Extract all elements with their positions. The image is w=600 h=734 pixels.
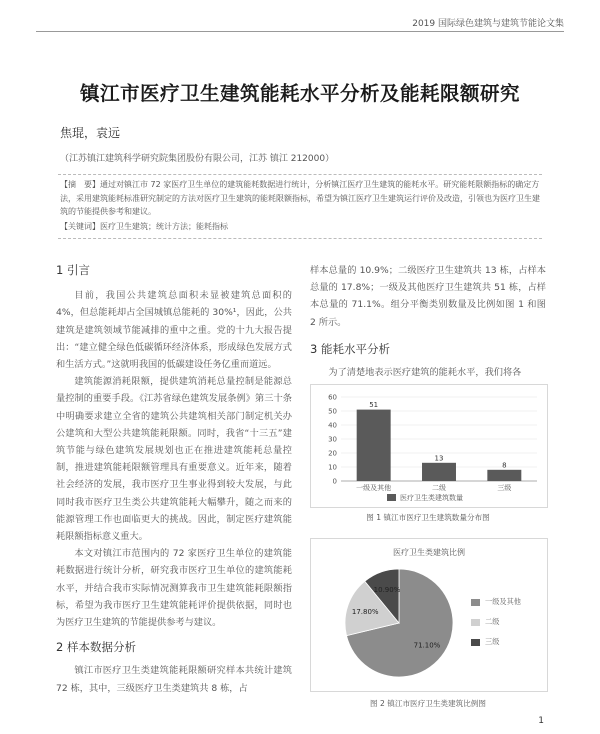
pie-legend-label: 三级 [485, 637, 500, 646]
x-tick-label: 二级 [432, 484, 446, 492]
right-column [310, 262, 546, 381]
section-3-paragraph-1: 为了清楚地表示医疗建筑的能耗水平，我们将各 [328, 367, 522, 379]
pie-legend [471, 597, 545, 657]
section-1-paragraph-3: 本文对镇江市范围内的 72 家医疗卫生单位的建筑能耗数据进行统计分析，研究我市医疗卫生单位的建筑能耗水平，并结合我市实际情况测算我市卫生建筑能耗限额指标，希望为我市医疗卫生建筑能耗评价提供依据，同时也为医疗卫生建筑的节能提供参考与建议。 [56, 548, 292, 629]
pie-legend-label: 二级 [485, 617, 500, 626]
section-3-heading: 3 能耗水平分析 [310, 341, 390, 356]
abstract-label: 【摘 要】 [60, 180, 100, 189]
page-number: 1 [538, 716, 544, 726]
keywords-text: 医疗卫生建筑；统计方法；能耗指标 [100, 222, 228, 231]
x-tick-label: 一级及其他 [356, 484, 392, 492]
figure-2-caption: 图 2 镇江市医疗卫生类建筑比例图 [370, 699, 486, 708]
pie-legend-item [471, 597, 545, 607]
pie-value-label: 71.10% [413, 641, 441, 650]
abstract-text: 通过对镇江市 72 家医疗卫生单位的建筑能耗数据进行统计，分析镇江医疗卫生建筑的能耗水平。研究能耗限额指标的确定方法，采用建筑能耗标准研究制定的方法对医疗卫生建筑的能耗限额指标，希望为镇江医疗卫生建筑运行评价及改造，引领也为医疗卫生建筑的节能提供参考和建议。 [60, 180, 540, 216]
bar [422, 463, 456, 481]
keywords [60, 221, 540, 232]
paper-title: 镇江市医疗卫生建筑能耗水平分析及能耗限额研究 [79, 82, 520, 105]
y-tick-label: 60 [328, 393, 337, 402]
y-tick-label: 20 [328, 449, 337, 458]
pie-legend-swatch [471, 599, 480, 606]
y-tick-label: 10 [328, 463, 337, 472]
bar-value-label: 8 [502, 461, 507, 470]
pie-legend-label: 一级及其他 [485, 597, 521, 606]
y-tick-label: 30 [328, 435, 337, 444]
figure-1-bar-chart [310, 384, 548, 508]
section-1-paragraph-1: 目前，我国公共建筑总面积未显被建筑总面积的 4%，但总能耗却占全国城镇总能耗的 30%¹，因此，公共建筑是建筑领域节能减排的重中之重。党的十九大报告提出：“建立健全绿色低碳循环经济体系，形成绿色发展方式和生活方式。”这就明我国的低碳建设任务亿重而道远。 [56, 290, 292, 371]
bar-value-label: 51 [369, 401, 379, 410]
pie-value-label: 17.80% [351, 608, 379, 617]
legend-label: 医疗卫生类建筑数量 [400, 494, 463, 502]
keywords-label: 【关键词】 [60, 222, 100, 231]
y-tick-label: 0 [332, 477, 337, 486]
y-tick-label: 40 [328, 421, 337, 430]
pie-value-label: 10.90% [373, 585, 401, 594]
pie-legend-item [471, 637, 545, 647]
section-2-heading: 2 样本数据分析 [56, 640, 136, 655]
pie-legend-swatch [471, 639, 480, 646]
pie-legend-swatch [471, 619, 480, 626]
section-1-heading: 1 引言 [56, 263, 90, 277]
right-paragraph-1: 样本总量的 10.9%；二级医疗卫生建筑共 13 栋，占样本总量的 17.8%；一级及其他医疗卫生建筑共 51 栋，占样本总量的 71.1%。组分平衡类别数量及比例如图 1 和图 2 所示。 [310, 265, 546, 328]
header-rule [36, 31, 564, 32]
bar [357, 410, 391, 481]
abstract-bottom-rule [58, 238, 542, 239]
figure-2-pie-chart [310, 538, 548, 692]
y-tick-label: 50 [328, 407, 337, 416]
bar-chart-svg [311, 385, 547, 507]
figure-1-caption: 图 1 镇江市医疗卫生建筑数量分布图 [366, 513, 490, 522]
section-1-paragraph-2: 建筑能源消耗限额，提供建筑消耗总量控制是能源总量控制的重要手段。《江苏省绿色建筑发展条例》第三十条中明确要求建立全省的建筑公共建筑相关部门制定机关办公建筑和大型公共建筑能耗限额。同时，我省“十三五”建筑节能与绿色建筑发展规划也正在推进建筑能耗总量控制，推进建筑能耗限额管理具有重要意义。近年来，随着社会经济的发展，我市医疗卫生事业得到较大发展，与此同时我市医疗卫生类公共建筑能耗大幅攀升，随之而来的能源管理工作也面临更大的挑战。因此，制定医疗建筑能耗限额指标意义重大。 [56, 376, 292, 543]
pie-chart-title: 医疗卫生类建筑比例 [393, 548, 465, 557]
authors: 焦琨，袁远 [60, 126, 121, 140]
bar [487, 470, 521, 481]
pie-legend-item [471, 617, 545, 627]
left-column [56, 262, 292, 697]
affiliation: （江苏镇江建筑科学研究院集团股份有限公司，江苏 镇江 212000） [60, 154, 335, 164]
section-2-paragraph-1: 镇江市医疗卫生类建筑能耗限额研究样本共统计建筑 72 栋，其中，三级医疗卫生类建筑共 8 栋，占 [56, 665, 292, 694]
x-tick-label: 三级 [497, 484, 512, 492]
bar-value-label: 13 [434, 454, 444, 463]
running-head: 2019 国际绿色建筑与建筑节能论文集 [412, 19, 564, 29]
legend-swatch [387, 494, 396, 501]
abstract-top-rule [58, 174, 542, 175]
abstract [60, 178, 540, 219]
